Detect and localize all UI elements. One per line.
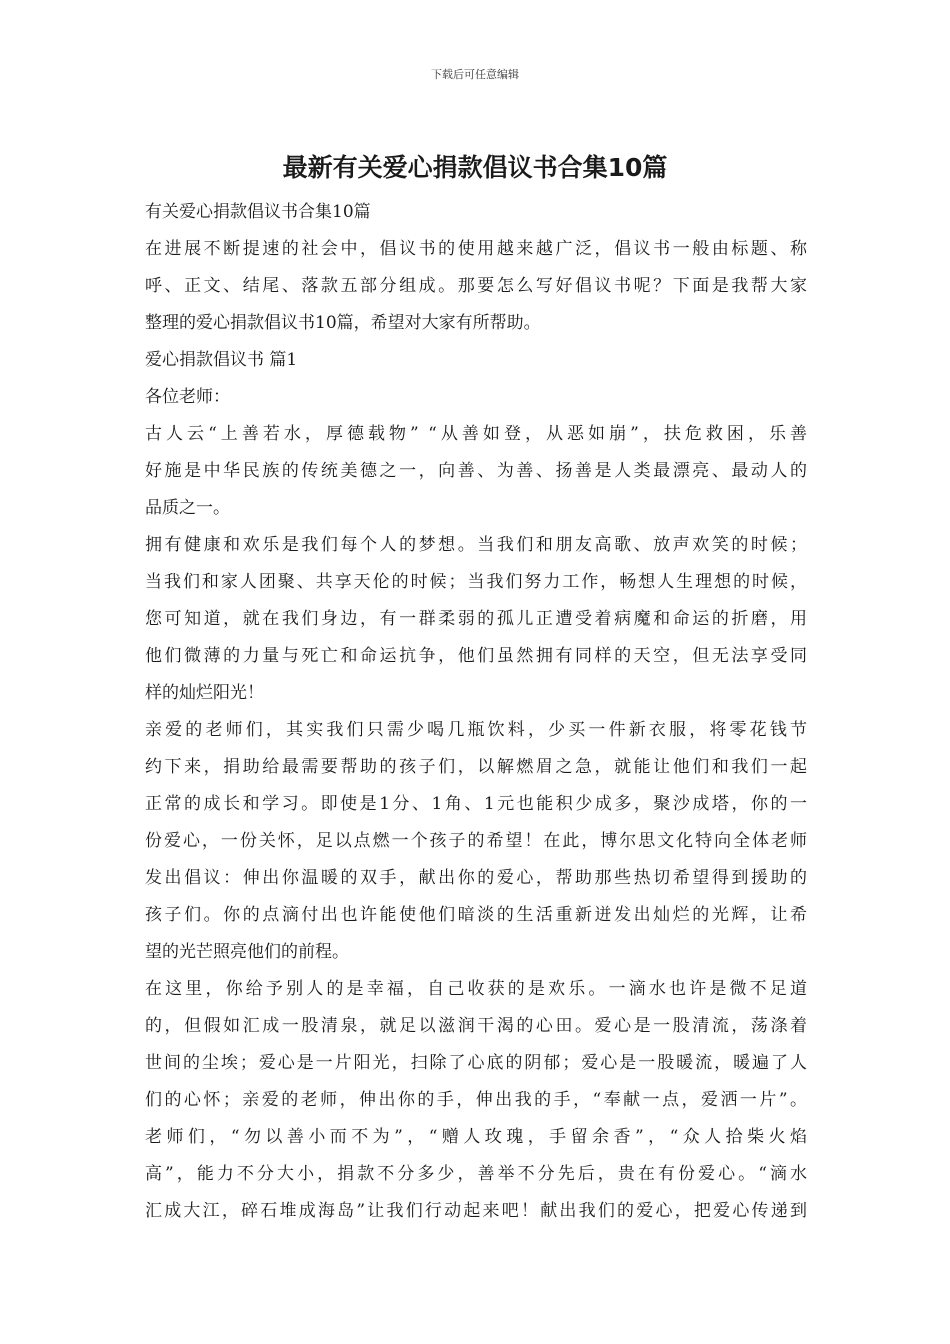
body-line: 约下来，捐助给最需要帮助的孩子们，以解燃眉之急，就能让他们和我们一起: [145, 757, 807, 777]
body-line: 的，但假如汇成一股清泉，就足以滋润干渴的心田。爱心是一股清流，荡涤着: [145, 1016, 807, 1036]
body-line: 世间的尘埃；爱心是一片阳光，扫除了心底的阴郁；爱心是一股暖流，暖遍了人: [145, 1053, 807, 1073]
body-line: 古人云“上善若水，厚德载物” “从善如登，从恶如崩”，扶危救困，乐善: [145, 424, 807, 444]
body-line: 呼、正文、结尾、落款五部分组成。那要怎么写好倡议书呢？下面是我帮大家: [145, 276, 807, 296]
body-line: 整理的爱心捐款倡议书10篇，希望对大家有所帮助。: [145, 313, 541, 333]
body-line: 他们微薄的力量与死亡和命运抗争，他们虽然拥有同样的天空，但无法享受同: [145, 646, 807, 666]
body-line: 们的心怀；亲爱的老师，伸出你的手，伸出我的手，“奉献一点，爱洒一片”。: [145, 1090, 807, 1110]
body-line: 亲爱的老师们，其实我们只需少喝几瓶饮料，少买一件新衣服，将零花钱节: [145, 720, 807, 740]
body-line: 发出倡议：伸出你温暖的双手，献出你的爱心，帮助那些热切希望得到援助的: [145, 868, 807, 888]
body-line: 望的光芒照亮他们的前程。: [145, 942, 349, 962]
body-line: 拥有健康和欢乐是我们每个人的梦想。当我们和朋友高歌、放声欢笑的时候；: [145, 535, 807, 555]
body-line: 爱心捐款倡议书 篇1: [145, 350, 298, 370]
body-line: 份爱心，一份关怀，足以点燃一个孩子的希望！在此，博尔思文化特向全体老师: [145, 831, 807, 851]
header-note: 下载后可任意编辑: [431, 68, 519, 81]
body-line: 汇成大江，碎石堆成海岛”让我们行动起来吧！献出我们的爱心，把爱心传递到: [145, 1201, 807, 1221]
body-line: 当我们和家人团聚、共享天伦的时候；当我们努力工作，畅想人生理想的时候，: [145, 572, 807, 592]
body-line: 有关爱心捐款倡议书合集10篇: [145, 202, 371, 222]
body-line: 您可知道，就在我们身边，有一群柔弱的孤儿正遭受着病魔和命运的折磨，用: [145, 609, 807, 629]
body-line: 老师们，“勿以善小而不为”，“赠人玫瑰，手留余香”，“众人拾柴火焰: [145, 1127, 807, 1147]
body-line: 在这里，你给予别人的是幸福，自己收获的是欢乐。一滴水也许是微不足道: [145, 979, 807, 999]
body-line: 各位老师：: [145, 387, 230, 407]
body-line: 在进展不断提速的社会中，倡议书的使用越来越广泛，倡议书一般由标题、称: [145, 239, 807, 259]
body-line: 孩子们。你的点滴付出也许能使他们暗淡的生活重新迸发出灿烂的光辉，让希: [145, 905, 807, 925]
document-body: [145, 194, 807, 1230]
body-line: 品质之一。: [145, 498, 230, 518]
body-line: 高”，能力不分大小，捐款不分多少，善举不分先后，贵在有份爱心。“滴水: [145, 1164, 807, 1184]
document-title: 最新有关爱心捐款倡议书合集10篇: [282, 153, 668, 182]
body-line: 样的灿烂阳光！: [145, 683, 264, 703]
body-line: 正常的成长和学习。即使是1分、1角、1元也能积少成多，聚沙成塔，你的一: [145, 794, 807, 814]
body-line: 好施是中华民族的传统美德之一，向善、为善、扬善是人类最漂亮、最动人的: [145, 461, 807, 481]
